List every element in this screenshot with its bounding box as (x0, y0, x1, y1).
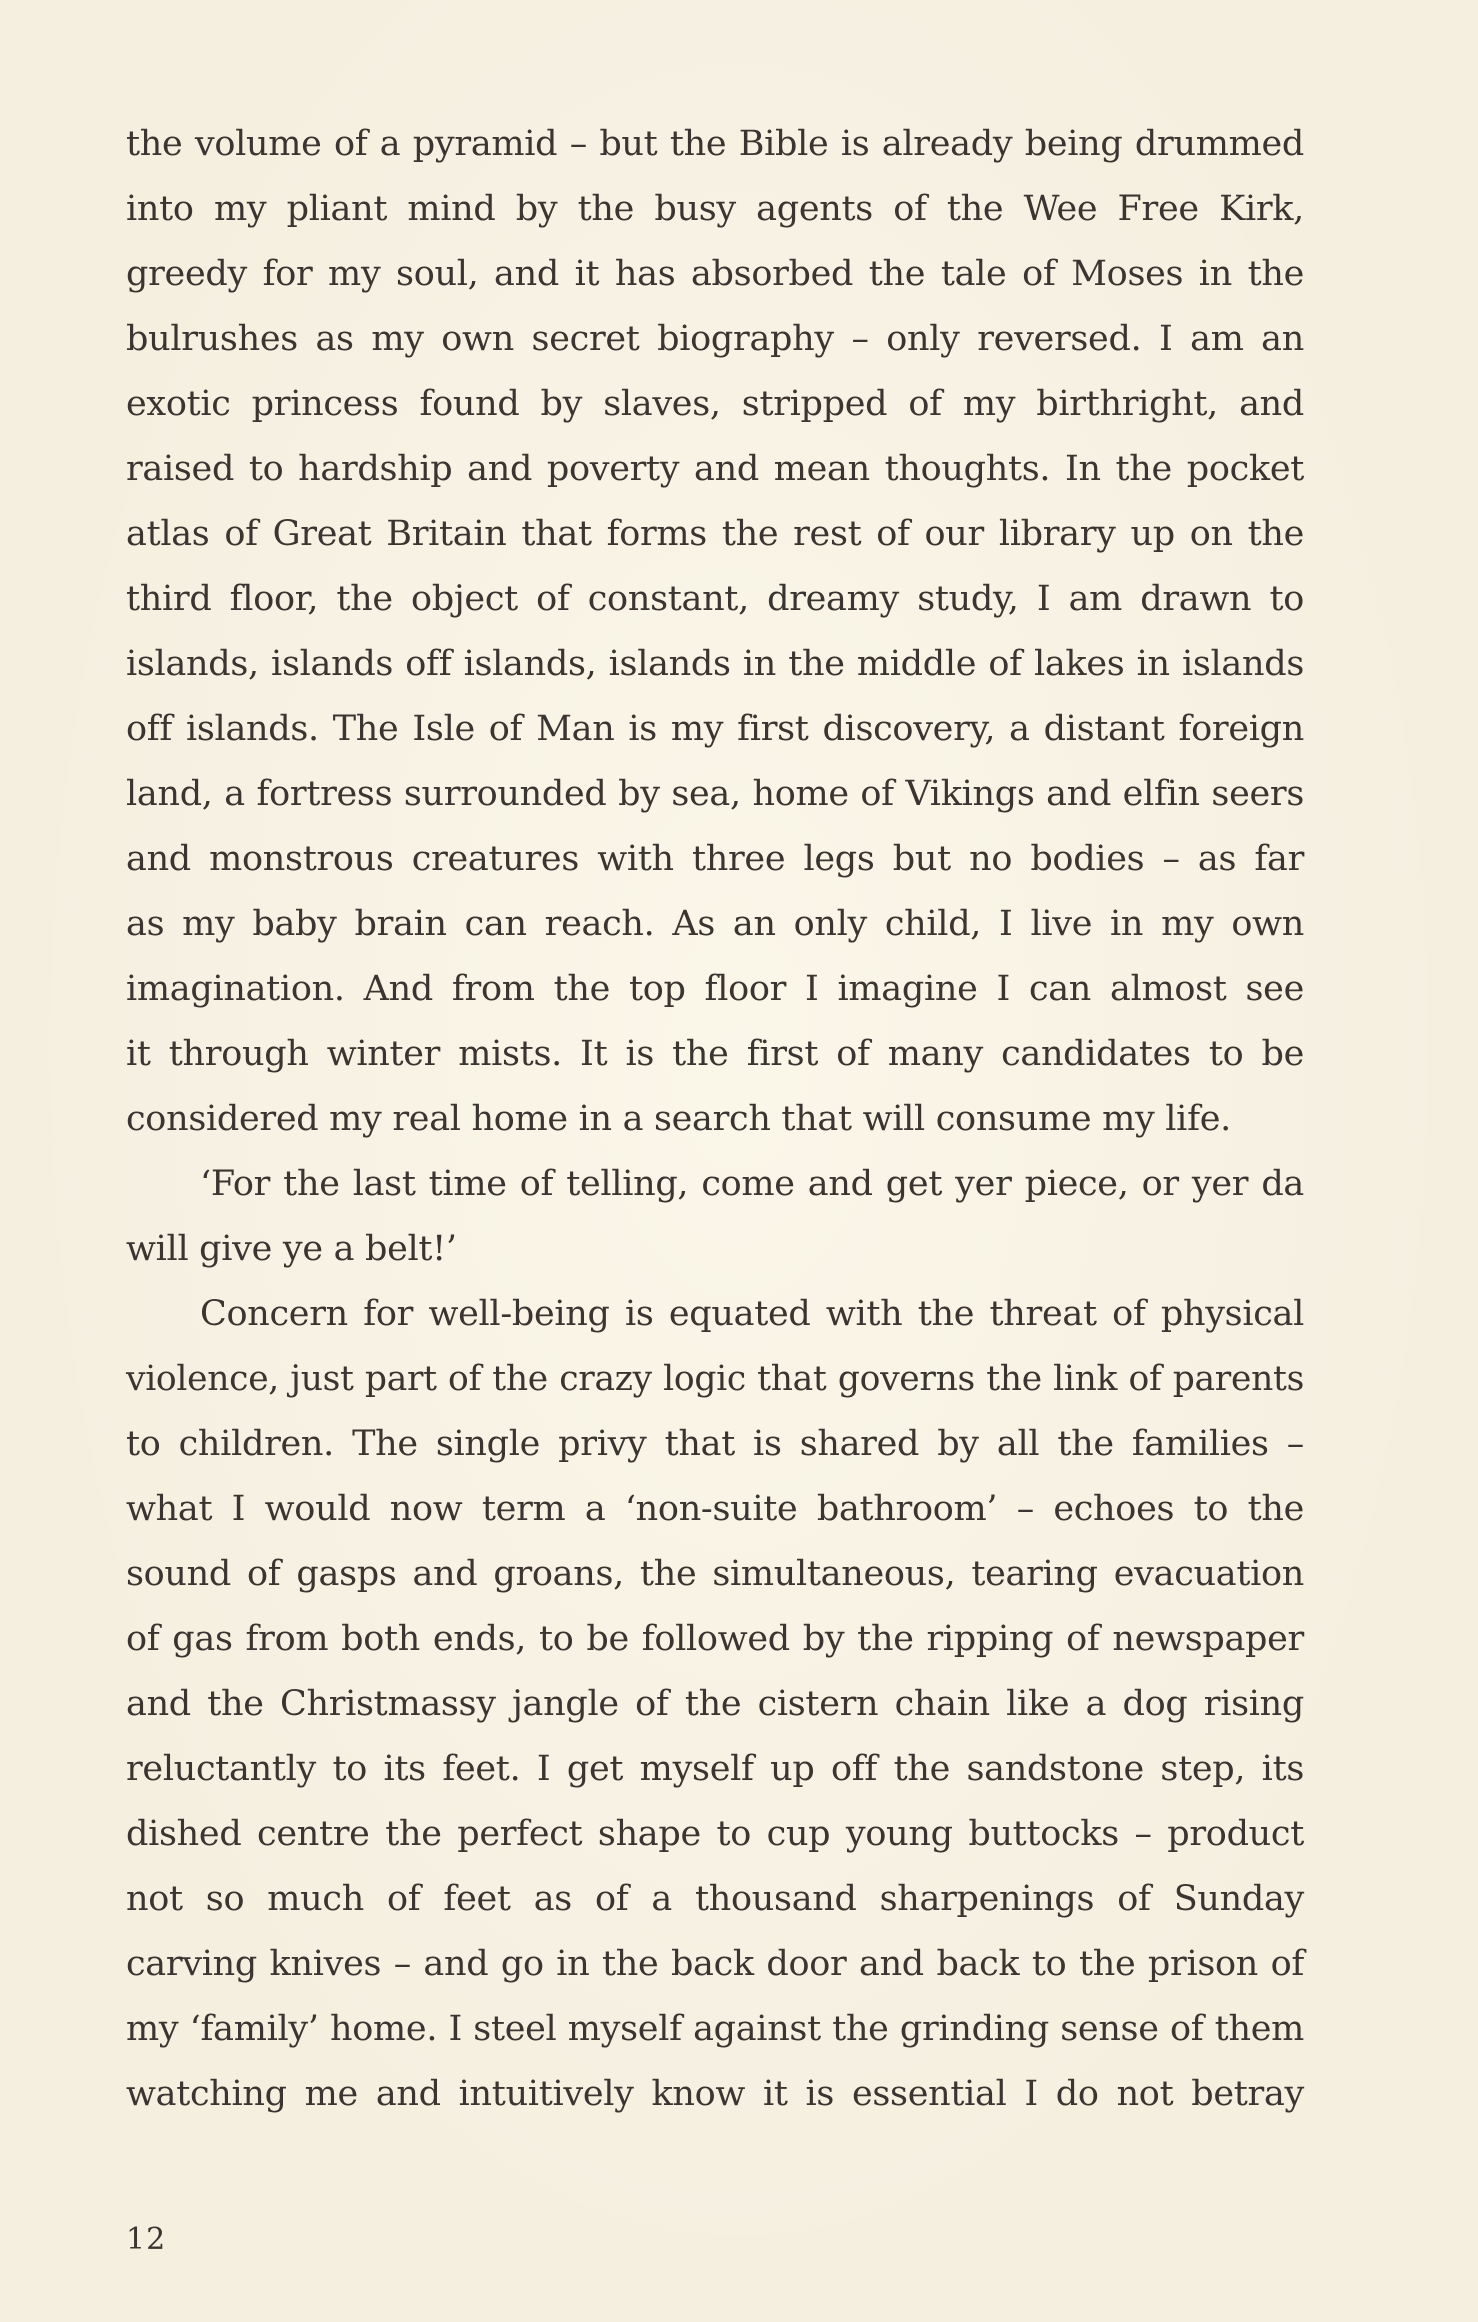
text-line: and the Christmassy jangle of the cistern chain like a dog rising (126, 1684, 1304, 1724)
text-line: ‘For the last time of telling, come and get yer piece, or yer da (200, 1164, 1304, 1204)
text-line: violence, just part of the crazy logic that governs the link of parents (126, 1359, 1304, 1399)
text-line: Concern for well-being is equated with the threat of physical (200, 1294, 1304, 1334)
text-line: raised to hardship and poverty and mean thoughts. In the pocket (126, 449, 1304, 489)
text-line: carving knives – and go in the back door and back to the prison of (126, 1944, 1304, 1984)
text-line: the volume of a pyramid – but the Bible is already being drummed (126, 124, 1304, 164)
text-line: islands, islands off islands, islands in the middle of lakes in islands (126, 644, 1304, 684)
text-line: exotic princess found by slaves, stripped of my birthright, and (126, 384, 1304, 424)
text-line: watching me and intuitively know it is essential I do not betray (126, 2074, 1304, 2114)
text-line: what I would now term a ‘non-suite bathroom’ – echoes to the (126, 1489, 1304, 1529)
text-line: land, a fortress surrounded by sea, home of Vikings and elfin seers (126, 774, 1304, 814)
text-line: into my pliant mind by the busy agents of the Wee Free Kirk, (126, 189, 1304, 229)
text-line: imagination. And from the top floor I imagine I can almost see (126, 969, 1304, 1009)
text-line: it through winter mists. It is the first of many candidates to be (126, 1034, 1304, 1074)
text-line: sound of gasps and groans, the simultaneous, tearing evacuation (126, 1554, 1304, 1594)
text-line: considered my real home in a search that will consume my life. (126, 1099, 1231, 1139)
text-line: and monstrous creatures with three legs but no bodies – as far (126, 839, 1304, 879)
text-line: to children. The single privy that is shared by all the families – (126, 1424, 1304, 1464)
text-line: of gas from both ends, to be followed by the ripping of newspaper (126, 1619, 1304, 1659)
body-text (126, 112, 1304, 2127)
text-line: my ‘family’ home. I steel myself against the grinding sense of them (126, 2009, 1304, 2049)
text-line: greedy for my soul, and it has absorbed the tale of Moses in the (126, 254, 1304, 294)
text-line: as my baby brain can reach. As an only child, I live in my own (126, 904, 1304, 944)
text-line: off islands. The Isle of Man is my first discovery, a distant foreign (126, 709, 1304, 749)
text-line: dished centre the perfect shape to cup young buttocks – product (126, 1814, 1304, 1854)
text-line: not so much of feet as of a thousand sharpenings of Sunday (126, 1879, 1304, 1919)
text-line: bulrushes as my own secret biography – only reversed. I am an (126, 319, 1304, 359)
text-line: atlas of Great Britain that forms the rest of our library up on the (126, 514, 1304, 554)
text-line: third floor, the object of constant, dreamy study, I am drawn to (126, 579, 1304, 619)
page-number: 12 (126, 2222, 167, 2257)
text-line: will give ye a belt!’ (126, 1229, 457, 1269)
text-line: reluctantly to its feet. I get myself up off the sandstone step, its (126, 1749, 1304, 1789)
